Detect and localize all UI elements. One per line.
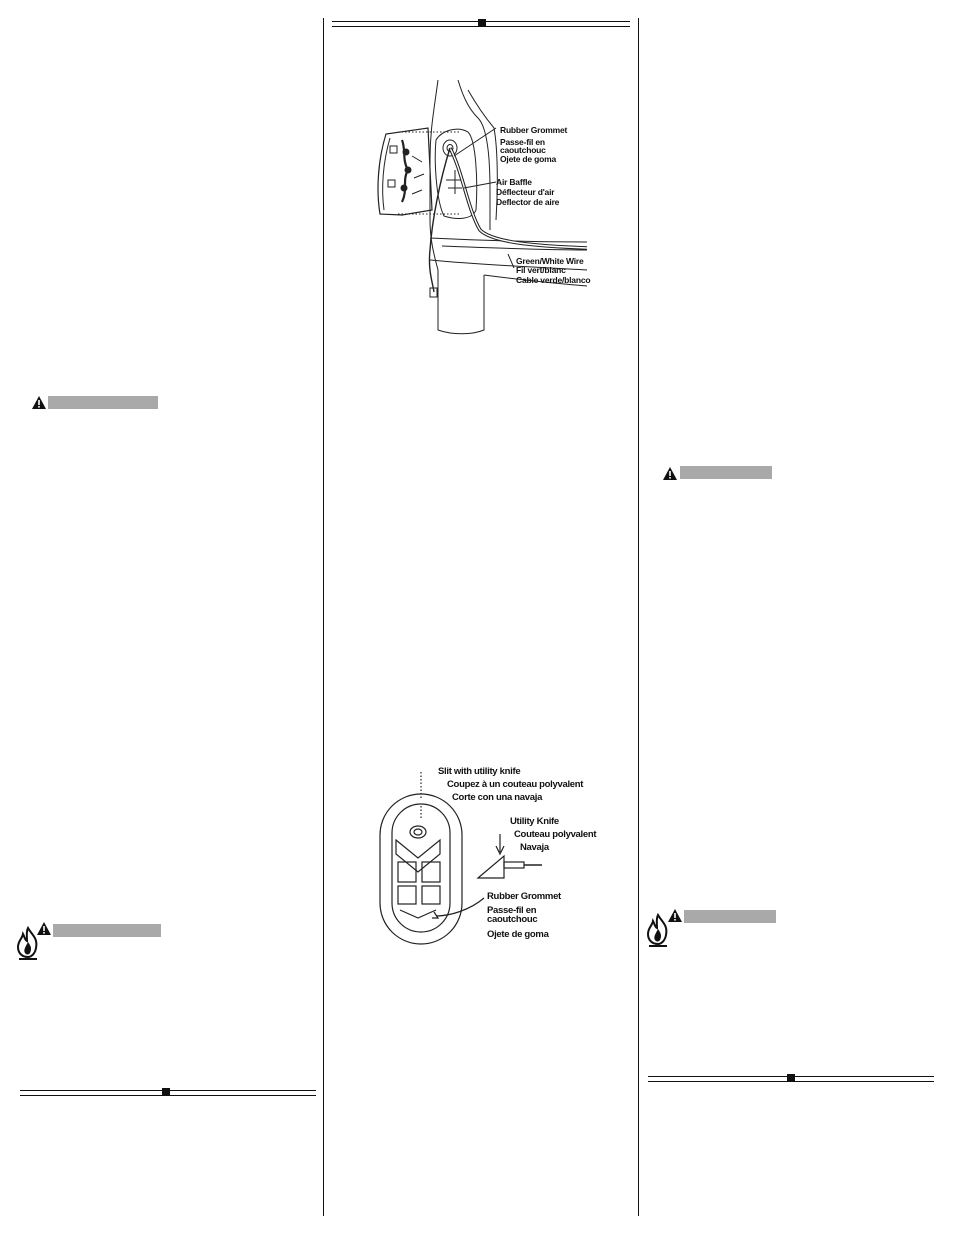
column-divider-right (638, 18, 639, 1216)
figure1-label-grommet-fr1: Passe-fil en (500, 137, 545, 147)
figure2-label-knife-en: Utility Knife (510, 816, 559, 827)
warning-bar (53, 924, 161, 937)
figure1-label-wire-en: Green/White Wire (516, 256, 584, 266)
warning-bar (48, 396, 158, 409)
column-divider-left (323, 18, 324, 1216)
figure2-label-slit-en: Slit with utility knife (438, 766, 521, 777)
warning-triangle-icon (663, 467, 677, 480)
figure2-label-knife-fr: Couteau polyvalent (514, 829, 597, 840)
warning-bar (680, 466, 772, 479)
figure2-label-knife-es: Navaja (520, 842, 549, 853)
figure1-label-wire-es: Cable verde/blanco (516, 275, 591, 285)
warning-triangle-icon (668, 909, 682, 922)
warning-triangle-icon (32, 396, 46, 409)
figure2-label-grommet-es: Ojete de goma (487, 929, 549, 940)
figure2-label-grommet-fr1: Passe-fil en (487, 905, 537, 916)
figure2-label-slit-es: Corte con una navaja (452, 792, 543, 803)
figure2-label-grommet-fr2: caoutchouc (487, 914, 538, 925)
flame-icon (646, 913, 670, 947)
figure2-label-slit-fr: Coupez à un couteau polyvalent (447, 779, 584, 790)
figure1-label-wire-fr: Fil vert/blanc (516, 265, 566, 275)
section-rule-marker (787, 1074, 795, 1082)
figure1-label-grommet-fr2: caoutchouc (500, 145, 546, 155)
figure1-label-baffle-fr: Déflecteur d'air (496, 187, 555, 197)
warning-triangle-icon (37, 922, 51, 935)
section-rule-marker (162, 1088, 170, 1096)
figure1-label-grommet-en: Rubber Grommet (500, 125, 568, 135)
figure1-label-grommet-es: Ojete de goma (500, 154, 556, 164)
figure1-label-baffle-es: Deflector de aire (496, 197, 560, 207)
section-rule-marker (478, 19, 486, 27)
figure2-label-grommet-en: Rubber Grommet (487, 891, 561, 902)
figure1-label-baffle-en: Air Baffle (496, 177, 532, 187)
warning-bar (684, 910, 776, 923)
